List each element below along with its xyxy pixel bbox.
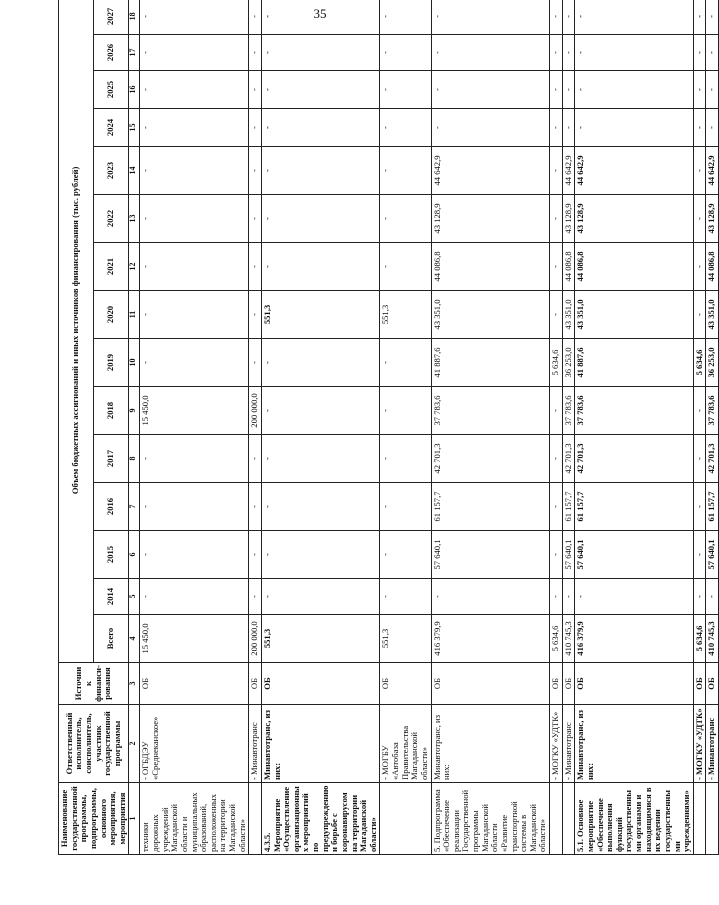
row-value: - — [562, 35, 575, 71]
row-value: - — [693, 531, 706, 579]
table-row — [562, 0, 575, 855]
row-value: - — [249, 435, 262, 483]
row-value: - — [706, 109, 719, 147]
row-source: ОБ — [562, 663, 575, 705]
row-value: - — [249, 195, 262, 243]
row-value: - — [249, 243, 262, 291]
row-value: - — [261, 195, 380, 243]
row-value: - — [693, 109, 706, 147]
row-name — [706, 783, 719, 855]
row-value: - — [562, 579, 575, 615]
row-value: 5 634,6 — [693, 339, 706, 387]
row-responsible: - Минавтотранс — [249, 705, 262, 783]
row-value: - — [140, 339, 249, 387]
row-value: - — [249, 109, 262, 147]
row-value: - — [575, 71, 694, 109]
table-row — [249, 0, 262, 855]
row-value: 44 642,9 — [431, 147, 550, 195]
row-value: - — [693, 195, 706, 243]
row-value: - — [562, 109, 575, 147]
row-responsible: - Минавтотранс — [562, 705, 575, 783]
row-value: 44 642,9 — [706, 147, 719, 195]
row-value: 200 000,0 — [249, 387, 262, 435]
row-value: - — [706, 35, 719, 71]
row-value: 43 128,9 — [431, 195, 550, 243]
row-value: - — [261, 0, 380, 35]
column-number: 6 — [129, 531, 140, 579]
row-source: ОБ — [693, 663, 706, 705]
column-number: 17 — [129, 35, 140, 71]
row-value: 57 640,1 — [706, 531, 719, 579]
row-value: - — [140, 109, 249, 147]
row-value: - — [140, 195, 249, 243]
table-row — [550, 0, 563, 855]
row-value: - — [693, 387, 706, 435]
row-value: 57 640,1 — [575, 531, 694, 579]
row-value: - — [261, 339, 380, 387]
header-year: 2022 — [94, 195, 129, 243]
row-value: - — [140, 0, 249, 35]
header-year: 2027 — [94, 0, 129, 35]
row-value: - — [380, 339, 431, 387]
row-value: - — [261, 35, 380, 71]
row-name: 5. Подпрограмма «Обеспечение реализации Государственной программы Магаданской области «Развитие транспортной системы в Магаданской области» — [431, 783, 550, 855]
row-value: 43 128,9 — [706, 195, 719, 243]
row-value: 551,3 — [261, 291, 380, 339]
row-value: - — [575, 35, 694, 71]
row-value: - — [261, 243, 380, 291]
column-number: 3 — [129, 663, 140, 705]
row-name — [550, 783, 563, 855]
row-name — [693, 783, 706, 855]
row-value: - — [380, 147, 431, 195]
row-value: 416 379,9 — [575, 615, 694, 663]
row-value: - — [249, 0, 262, 35]
row-value: - — [706, 579, 719, 615]
row-responsible: - МОГКУ «УДТК» — [550, 705, 563, 783]
header-year: 2016 — [94, 483, 129, 531]
row-value: - — [261, 483, 380, 531]
row-value: - — [431, 109, 550, 147]
row-value: 44 642,9 — [575, 147, 694, 195]
row-value: - — [550, 195, 563, 243]
row-value: 41 887,6 — [575, 339, 694, 387]
row-value: - — [261, 109, 380, 147]
row-value: 551,3 — [261, 615, 380, 663]
row-value: - — [261, 387, 380, 435]
row-value: 44 086,8 — [575, 243, 694, 291]
row-value: - — [693, 35, 706, 71]
row-source: ОБ — [431, 663, 550, 705]
row-value: - — [380, 579, 431, 615]
row-source: ОБ — [140, 663, 249, 705]
row-value: 42 701,3 — [562, 435, 575, 483]
row-responsible: - ОГБДЭУ «Среднеканское» — [140, 705, 249, 783]
row-value: 57 640,1 — [562, 531, 575, 579]
row-source: ОБ — [706, 663, 719, 705]
row-responsible: - МОГБУ «Автобаза Правительства Магаданской области» — [380, 705, 431, 783]
row-value: - — [693, 291, 706, 339]
row-value: - — [249, 531, 262, 579]
row-value: - — [140, 291, 249, 339]
row-value: - — [261, 531, 380, 579]
table-row — [693, 0, 706, 855]
table-container — [58, 7, 717, 855]
row-value: - — [550, 109, 563, 147]
row-value: - — [249, 483, 262, 531]
column-number: 4 — [129, 615, 140, 663]
row-value: - — [140, 35, 249, 71]
column-number: 12 — [129, 243, 140, 291]
row-value: 44 086,8 — [562, 243, 575, 291]
header-year: 2014 — [94, 579, 129, 615]
row-value: - — [431, 0, 550, 35]
row-value: - — [140, 531, 249, 579]
column-number: 7 — [129, 483, 140, 531]
header-year: 2026 — [94, 35, 129, 71]
row-value: - — [693, 0, 706, 35]
row-value: 57 640,1 — [431, 531, 550, 579]
row-value: - — [431, 35, 550, 71]
row-value: - — [550, 387, 563, 435]
row-value: - — [380, 0, 431, 35]
column-number: 15 — [129, 109, 140, 147]
header-year: 2023 — [94, 147, 129, 195]
table-row — [431, 0, 550, 855]
row-value: - — [261, 435, 380, 483]
column-number: 11 — [129, 291, 140, 339]
row-value: - — [380, 35, 431, 71]
row-value: 61 157,7 — [431, 483, 550, 531]
row-value: - — [693, 483, 706, 531]
row-value: - — [550, 147, 563, 195]
row-value: - — [380, 71, 431, 109]
column-number-row — [129, 0, 140, 855]
row-value: - — [550, 0, 563, 35]
header-year: 2017 — [94, 435, 129, 483]
row-value: - — [693, 147, 706, 195]
header-year: 2015 — [94, 531, 129, 579]
row-value: - — [249, 147, 262, 195]
row-value: 37 783,6 — [431, 387, 550, 435]
row-value: 37 783,6 — [562, 387, 575, 435]
row-value: 44 086,8 — [706, 243, 719, 291]
row-value: - — [575, 0, 694, 35]
row-value: - — [261, 71, 380, 109]
row-name — [562, 783, 575, 855]
row-value: - — [380, 243, 431, 291]
row-value: 43 351,0 — [575, 291, 694, 339]
row-value: - — [140, 579, 249, 615]
column-number: 16 — [129, 71, 140, 109]
row-value: - — [550, 243, 563, 291]
row-name — [380, 783, 431, 855]
row-value: - — [550, 71, 563, 109]
row-value: - — [140, 435, 249, 483]
row-value: - — [249, 291, 262, 339]
header-funding-group: Объем бюджетных ассигнований и иных источников финансирования (тыс. рублей) — [59, 0, 94, 663]
header-total: Всего — [94, 615, 129, 663]
row-value: - — [575, 109, 694, 147]
row-value: - — [140, 243, 249, 291]
row-value: - — [550, 435, 563, 483]
row-value: - — [550, 531, 563, 579]
header-year: 2025 — [94, 71, 129, 109]
column-number: 13 — [129, 195, 140, 243]
column-number: 2 — [129, 705, 140, 783]
header-year: 2024 — [94, 109, 129, 147]
row-value: 416 379,9 — [431, 615, 550, 663]
row-value: 5 634,6 — [550, 339, 563, 387]
row-value: 61 157,7 — [562, 483, 575, 531]
table-row — [261, 0, 380, 855]
row-value: - — [431, 579, 550, 615]
row-value: - — [380, 195, 431, 243]
row-value: - — [550, 291, 563, 339]
row-value: 43 351,0 — [562, 291, 575, 339]
row-value: 36 253,0 — [562, 339, 575, 387]
row-name: 4.3.5. Мероприятие «Осуществление организационных мероприятий по предупреждению и борьбе с коронавирусом на территории Магаданской области» — [261, 783, 380, 855]
row-value: - — [140, 71, 249, 109]
row-responsible: Минавтотранс, из них: — [261, 705, 380, 783]
row-source: ОБ — [550, 663, 563, 705]
row-value: 43 128,9 — [575, 195, 694, 243]
row-value: 36 253,0 — [706, 339, 719, 387]
column-number: 9 — [129, 387, 140, 435]
row-value: - — [562, 0, 575, 35]
row-value: - — [140, 483, 249, 531]
header-source: Источник финанси-рования — [59, 663, 129, 705]
header-year: 2018 — [94, 387, 129, 435]
row-value: - — [380, 531, 431, 579]
table-row — [380, 0, 431, 855]
table-row — [140, 0, 249, 855]
row-value: - — [431, 71, 550, 109]
column-number: 18 — [129, 0, 140, 35]
row-value: 410 745,3 — [562, 615, 575, 663]
row-value: - — [261, 147, 380, 195]
row-value: - — [380, 387, 431, 435]
table-body — [129, 0, 719, 855]
row-value: 37 783,6 — [575, 387, 694, 435]
row-value: 200 000,0 — [249, 615, 262, 663]
row-value: - — [380, 109, 431, 147]
row-name: 5.1. Основное мероприятие «Обеспечение выполнения функций государственными органами и находящимися в их ведении государственными учреждениями» — [575, 783, 694, 855]
row-value: - — [693, 579, 706, 615]
column-number: 14 — [129, 147, 140, 195]
row-value: - — [693, 435, 706, 483]
row-source: ОБ — [575, 663, 694, 705]
row-value: - — [380, 483, 431, 531]
row-value: 41 887,6 — [431, 339, 550, 387]
row-value: 44 642,9 — [562, 147, 575, 195]
row-value: 37 783,6 — [706, 387, 719, 435]
column-number: 5 — [129, 579, 140, 615]
financing-table — [58, 0, 719, 855]
row-value: 551,3 — [380, 291, 431, 339]
row-value: 5 634,6 — [693, 615, 706, 663]
row-value: - — [261, 579, 380, 615]
row-value: - — [550, 579, 563, 615]
row-value: - — [706, 0, 719, 35]
column-number: 1 — [129, 783, 140, 855]
table-row — [706, 0, 719, 855]
row-responsible: Минавтотранс, из них: — [575, 705, 694, 783]
row-value: 43 351,0 — [706, 291, 719, 339]
header-year: 2019 — [94, 339, 129, 387]
row-value: - — [249, 339, 262, 387]
row-responsible: Минавтотранс, из них: — [431, 705, 550, 783]
row-responsible: - Минавтотранс — [706, 705, 719, 783]
row-value: - — [706, 71, 719, 109]
row-value: 61 157,7 — [575, 483, 694, 531]
row-value: - — [693, 243, 706, 291]
row-value: 61 157,7 — [706, 483, 719, 531]
column-number: 8 — [129, 435, 140, 483]
row-name: техники дорожных учреждений Магаданской области и муниципальных образований, расположенных на территории Магаданской области» — [140, 783, 249, 855]
row-value: 410 745,3 — [706, 615, 719, 663]
row-value: 15 450,0 — [140, 387, 249, 435]
header-name: Наименование государственной программы, подпрограммы, основного мероприятия, мероприятия — [59, 783, 129, 855]
row-value: - — [575, 579, 694, 615]
row-value: 42 701,3 — [706, 435, 719, 483]
row-value: 43 351,0 — [431, 291, 550, 339]
row-value: - — [249, 71, 262, 109]
row-source: ОБ — [249, 663, 262, 705]
row-value: - — [249, 35, 262, 71]
row-value: 5 634,6 — [550, 615, 563, 663]
row-value: - — [380, 435, 431, 483]
row-name — [249, 783, 262, 855]
row-value: - — [550, 483, 563, 531]
header-responsible: Ответственный исполнитель, соисполнитель, участник государственной программы — [59, 705, 129, 783]
header-year: 2021 — [94, 243, 129, 291]
row-value: 42 701,3 — [575, 435, 694, 483]
row-source: ОБ — [380, 663, 431, 705]
row-value: - — [550, 35, 563, 71]
row-value: 15 450,0 — [140, 615, 249, 663]
row-source: ОБ — [261, 663, 380, 705]
table-row — [575, 0, 694, 855]
row-value: - — [693, 71, 706, 109]
page-number: 35 — [313, 6, 327, 21]
row-value: 43 128,9 — [562, 195, 575, 243]
row-value: - — [140, 147, 249, 195]
row-value: - — [249, 579, 262, 615]
column-number: 10 — [129, 339, 140, 387]
row-responsible: - МОГКУ «УДТК» — [693, 705, 706, 783]
header-year: 2020 — [94, 291, 129, 339]
row-value: 44 086,8 — [431, 243, 550, 291]
row-value: - — [562, 71, 575, 109]
row-value: 551,3 — [380, 615, 431, 663]
row-value: 42 701,3 — [431, 435, 550, 483]
